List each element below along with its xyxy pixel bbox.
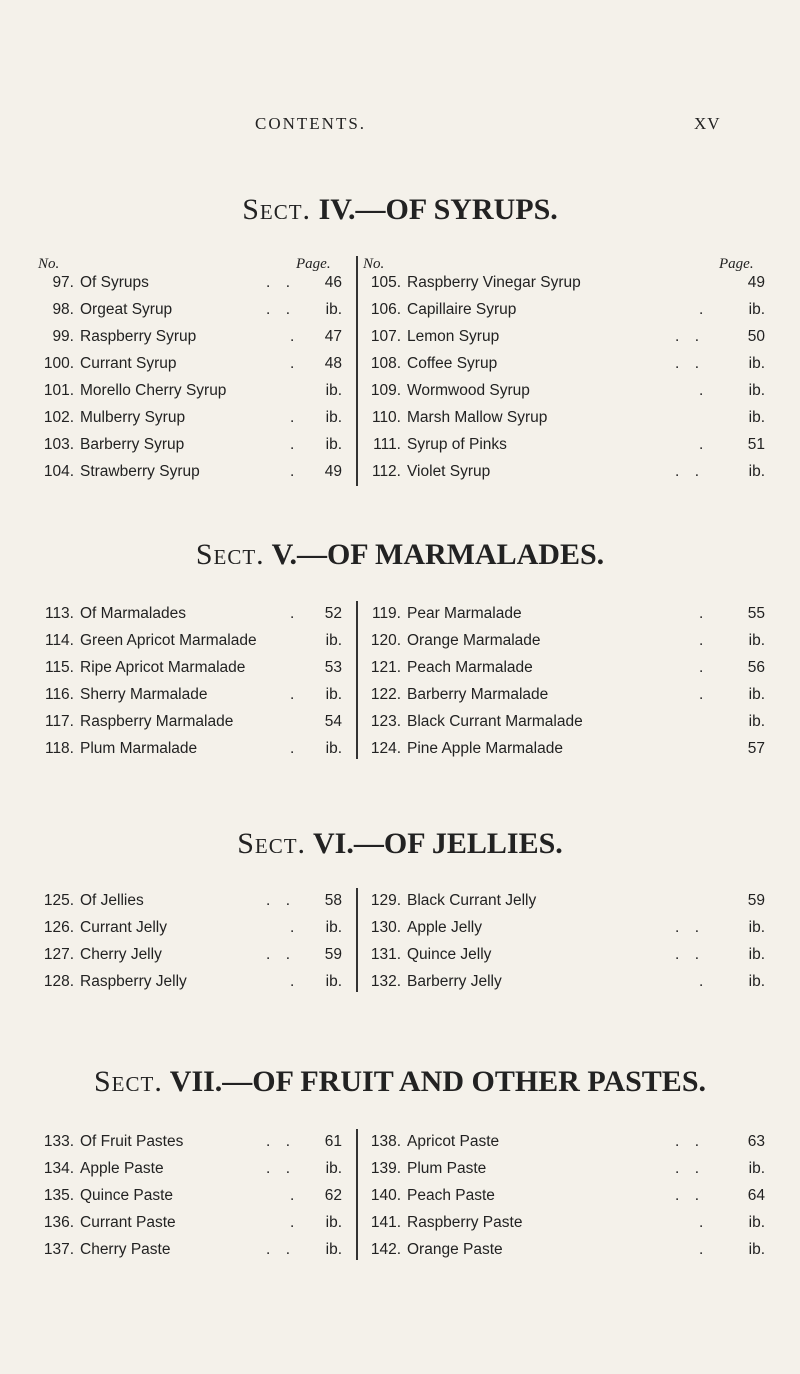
entry-number: 101. [43, 382, 74, 399]
toc-section-vii [0, 1133, 800, 1268]
entry-number: 142. [370, 1241, 401, 1258]
entry-page: ib. [748, 355, 765, 372]
toc-entry [363, 1214, 763, 1241]
entry-page: ib. [748, 1241, 765, 1258]
entry-page: ib. [325, 686, 342, 703]
toc-entry [363, 632, 763, 659]
toc-entry [36, 1241, 342, 1268]
toc-entry [36, 1160, 342, 1187]
entry-page: 56 [747, 659, 765, 676]
entry-number: 126. [43, 919, 74, 936]
toc-section-iv [0, 256, 800, 490]
toc-entry [363, 409, 763, 436]
entry-number: 97. [52, 274, 74, 291]
leader-dots: . . [266, 1160, 291, 1177]
leader-dots: . . [675, 463, 700, 480]
entry-page: 49 [747, 274, 765, 291]
toc-section-v [0, 605, 800, 767]
column-divider [356, 1129, 358, 1260]
entry-title: Sherry Marmalade [80, 686, 208, 703]
toc-entry [36, 740, 342, 767]
toc-entry [363, 382, 763, 409]
entry-page: ib. [325, 382, 342, 399]
entry-number: 135. [43, 1187, 74, 1204]
entry-page: 46 [324, 274, 342, 291]
entry-page: 61 [324, 1133, 342, 1150]
column-divider [356, 888, 358, 992]
entry-page: ib. [325, 1214, 342, 1231]
leader-dots: . . [675, 946, 700, 963]
entry-title: Peach Marmalade [407, 659, 533, 676]
entry-page: ib. [748, 713, 765, 730]
section-title: IV.—OF SYRUPS. [318, 193, 558, 226]
entry-title: Capillaire Syrup [407, 301, 517, 318]
leader-dots: . . [675, 1187, 700, 1204]
entry-title: Barberry Jelly [407, 973, 502, 990]
entry-title: Violet Syrup [407, 463, 491, 480]
leader-dots: . [699, 1214, 704, 1231]
entry-page: ib. [325, 301, 342, 318]
entry-title: Currant Paste [80, 1214, 176, 1231]
section-title: VI.—OF JELLIES. [313, 827, 563, 860]
leader-dots: . [699, 301, 704, 318]
entry-page: 59 [747, 892, 765, 909]
entry-title: Wormwood Syrup [407, 382, 530, 399]
entry-title: Raspberry Vinegar Syrup [407, 274, 581, 291]
entry-title: Of Jellies [80, 892, 144, 909]
entry-title: Orange Paste [407, 1241, 503, 1258]
leader-dots: . [290, 409, 295, 426]
entry-title: Pear Marmalade [407, 605, 522, 622]
entry-number: 124. [370, 740, 401, 757]
entry-number: 134. [43, 1160, 74, 1177]
entry-page: 48 [324, 355, 342, 372]
entry-page: ib. [748, 1214, 765, 1231]
entry-number: 123. [370, 713, 401, 730]
toc-entry [363, 436, 763, 463]
entry-page: 55 [747, 605, 765, 622]
toc-entry [36, 409, 342, 436]
running-header [0, 114, 800, 134]
entry-number: 118. [44, 740, 74, 757]
entry-number: 108. [370, 355, 401, 372]
toc-entry [36, 713, 342, 740]
entry-title: Quince Paste [80, 1187, 174, 1204]
entry-page: ib. [748, 463, 765, 480]
toc-entry [36, 463, 342, 490]
entry-title: Raspberry Syrup [80, 328, 197, 345]
toc-column-right [363, 892, 763, 1000]
entry-title: Of Marmalades [80, 605, 186, 622]
toc-entry [363, 892, 763, 919]
section-title: V.—OF MARMALADES. [271, 538, 605, 571]
toc-column-left [36, 256, 342, 490]
entry-title: Cherry Jelly [80, 946, 162, 963]
entry-number: 104. [43, 463, 74, 480]
entry-title: Orgeat Syrup [80, 301, 173, 318]
leader-dots: . [290, 1214, 295, 1231]
entry-page: 59 [324, 946, 342, 963]
leader-dots: . [699, 659, 704, 676]
leader-dots: . [699, 686, 704, 703]
leader-dots: . . [675, 919, 700, 936]
entry-page: 50 [747, 328, 765, 345]
toc-column-right [363, 605, 763, 767]
entry-page: ib. [748, 409, 765, 426]
entry-title: Raspberry Jelly [80, 973, 187, 990]
entry-page: ib. [325, 973, 342, 990]
entry-title: Marsh Mallow Syrup [407, 409, 548, 426]
entry-page: ib. [325, 409, 342, 426]
sect-label: Sect. [242, 193, 312, 226]
leader-dots: . . [266, 1241, 291, 1258]
toc-column-left [36, 892, 342, 1000]
toc-entry [363, 463, 763, 490]
leader-dots: . [699, 973, 704, 990]
toc-entry [363, 740, 763, 767]
entry-number: 139. [370, 1160, 401, 1177]
leader-dots: . [290, 686, 295, 703]
toc-entry [36, 355, 342, 382]
entry-page: 51 [747, 436, 765, 453]
entry-number: 112. [371, 463, 401, 480]
leader-dots: . [699, 382, 704, 399]
entry-number: 131. [370, 946, 401, 963]
entry-number: 100. [43, 355, 74, 372]
entry-number: 125. [43, 892, 74, 909]
entry-number: 128. [43, 973, 74, 990]
entry-page: ib. [748, 301, 765, 318]
entry-number: 129. [370, 892, 401, 909]
toc-entry [36, 382, 342, 409]
entry-number: 136. [43, 1214, 74, 1231]
leader-dots: . [290, 919, 295, 936]
toc-entry [363, 328, 763, 355]
entry-number: 133. [43, 1133, 74, 1150]
leader-dots: . . [675, 355, 700, 372]
toc-entry [36, 605, 342, 632]
column-divider [356, 256, 358, 486]
column-labels [363, 256, 763, 274]
entry-number: 106. [370, 301, 401, 318]
entry-number: 105. [370, 274, 401, 291]
leader-dots: . [290, 605, 295, 622]
entry-title: Currant Jelly [80, 919, 167, 936]
entry-page: 64 [747, 1187, 765, 1204]
leader-dots: . . [266, 301, 291, 318]
entry-number: 114. [44, 632, 74, 649]
section-heading-v [0, 538, 800, 572]
entry-title: Barberry Marmalade [407, 686, 549, 703]
toc-entry [36, 973, 342, 1000]
toc-entry [363, 1160, 763, 1187]
section-heading-iv [0, 193, 800, 227]
entry-title: Coffee Syrup [407, 355, 498, 372]
entry-page: ib. [748, 946, 765, 963]
entry-number: 119. [371, 605, 401, 622]
toc-column-right [363, 1133, 763, 1268]
running-title: CONTENTS. [255, 114, 367, 133]
entry-page: 54 [324, 713, 342, 730]
entry-number: 99. [52, 328, 74, 345]
leader-dots: . [290, 463, 295, 480]
entry-title: Raspberry Paste [407, 1214, 523, 1231]
entry-number: 122. [370, 686, 401, 703]
entry-title: Orange Marmalade [407, 632, 541, 649]
toc-entry [363, 973, 763, 1000]
entry-number: 117. [44, 713, 74, 730]
entry-number: 107. [370, 328, 401, 345]
entry-number: 116. [44, 686, 74, 703]
toc-entry [363, 1187, 763, 1214]
toc-entry [36, 946, 342, 973]
leader-dots: . . [266, 892, 291, 909]
entry-title: Currant Syrup [80, 355, 177, 372]
leader-dots: . [699, 632, 704, 649]
sect-label: Sect. [237, 827, 307, 860]
entry-page: ib. [748, 973, 765, 990]
entry-number: 138. [370, 1133, 401, 1150]
column-divider [356, 601, 358, 759]
entry-number: 109. [370, 382, 401, 399]
leader-dots: . . [266, 274, 291, 291]
toc-entry [363, 686, 763, 713]
entry-number: 120. [370, 632, 401, 649]
entry-number: 130. [370, 919, 401, 936]
no-label: No. [38, 256, 60, 272]
entry-page: 53 [324, 659, 342, 676]
entry-page: ib. [748, 632, 765, 649]
leader-dots: . [290, 973, 295, 990]
entry-title: Plum Marmalade [80, 740, 198, 757]
leader-dots: . [290, 436, 295, 453]
toc-entry [36, 436, 342, 463]
entry-page: ib. [748, 382, 765, 399]
entry-page: 49 [324, 463, 342, 480]
entry-title: Syrup of Pinks [407, 436, 507, 453]
leader-dots: . [290, 355, 295, 372]
leader-dots: . . [266, 946, 291, 963]
entry-title: Ripe Apricot Marmalade [80, 659, 246, 676]
toc-entry [36, 328, 342, 355]
toc-entry [363, 1133, 763, 1160]
entry-title: Plum Paste [407, 1160, 487, 1177]
entry-title: Morello Cherry Syrup [80, 382, 227, 399]
section-heading-vi [0, 827, 800, 861]
leader-dots: . [699, 1241, 704, 1258]
entry-page: 52 [324, 605, 342, 622]
entry-number: 102. [43, 409, 74, 426]
toc-entry [363, 659, 763, 686]
toc-entry [363, 713, 763, 740]
entry-page: 47 [324, 328, 342, 345]
entry-page: 58 [324, 892, 342, 909]
toc-entry [36, 632, 342, 659]
entry-title: Lemon Syrup [407, 328, 500, 345]
toc-entry [363, 946, 763, 973]
toc-entry [363, 1241, 763, 1268]
entry-number: 121. [370, 659, 401, 676]
toc-entry [36, 1214, 342, 1241]
entry-title: Pine Apple Marmalade [407, 740, 563, 757]
entry-title: Green Apricot Marmalade [80, 632, 257, 649]
toc-entry [363, 274, 763, 301]
entry-page: ib. [325, 632, 342, 649]
column-labels [36, 256, 336, 274]
entry-title: Apple Jelly [407, 919, 482, 936]
toc-entry [36, 301, 342, 328]
toc-entry [363, 355, 763, 382]
entry-page: ib. [325, 1160, 342, 1177]
toc-entry [36, 274, 342, 301]
leader-dots: . . [266, 1133, 291, 1150]
entry-title: Of Syrups [80, 274, 149, 291]
entry-number: 113. [44, 605, 74, 622]
toc-section-vi [0, 892, 800, 1000]
entry-title: Black Currant Jelly [407, 892, 537, 909]
leader-dots: . . [675, 328, 700, 345]
entry-title: Peach Paste [407, 1187, 495, 1204]
toc-column-right [363, 256, 763, 490]
sect-label: Sect. [93, 1065, 163, 1098]
page-label: Page. [296, 256, 331, 272]
leader-dots: . . [675, 1133, 700, 1150]
entry-title: Of Fruit Pastes [80, 1133, 184, 1150]
leader-dots: . [290, 1187, 295, 1204]
page-label: Page. [719, 256, 754, 272]
leader-dots: . [290, 328, 295, 345]
sect-label: Sect. [195, 538, 265, 571]
entry-title: Apricot Paste [407, 1133, 500, 1150]
section-heading-vii [0, 1065, 800, 1099]
entry-title: Apple Paste [80, 1160, 164, 1177]
toc-entry [36, 919, 342, 946]
entry-number: 137. [43, 1241, 74, 1258]
entry-title: Quince Jelly [407, 946, 492, 963]
entry-number: 98. [52, 301, 74, 318]
entry-page: 63 [747, 1133, 765, 1150]
leader-dots: . [290, 740, 295, 757]
toc-entry [36, 1187, 342, 1214]
entry-number: 110. [371, 409, 401, 426]
entry-page: ib. [325, 740, 342, 757]
entry-title: Raspberry Marmalade [80, 713, 234, 730]
toc-entry [36, 1133, 342, 1160]
entry-number: 103. [43, 436, 74, 453]
page-number: XV [694, 114, 721, 133]
entry-title: Cherry Paste [80, 1241, 171, 1258]
entry-number: 140. [370, 1187, 401, 1204]
toc-entry [363, 605, 763, 632]
entry-page: ib. [325, 1241, 342, 1258]
entry-title: Mulberry Syrup [80, 409, 186, 426]
entry-number: 111. [373, 436, 401, 453]
entry-page: ib. [325, 436, 342, 453]
toc-entry [36, 892, 342, 919]
leader-dots: . . [675, 1160, 700, 1177]
toc-column-left [36, 1133, 342, 1268]
toc-entry [36, 686, 342, 713]
entry-title: Barberry Syrup [80, 436, 185, 453]
leader-dots: . [699, 436, 704, 453]
entry-page: 57 [747, 740, 765, 757]
section-title: VII.—OF FRUIT AND OTHER PASTES. [169, 1065, 707, 1098]
entry-title: Black Currant Marmalade [407, 713, 583, 730]
entry-number: 141. [370, 1214, 401, 1231]
entry-page: 62 [324, 1187, 342, 1204]
leader-dots: . [699, 605, 704, 622]
no-label: No. [363, 256, 385, 272]
entry-page: ib. [325, 919, 342, 936]
toc-entry [363, 919, 763, 946]
entry-number: 115. [44, 659, 74, 676]
entry-page: ib. [748, 686, 765, 703]
toc-entry [36, 659, 342, 686]
entry-number: 127. [43, 946, 74, 963]
entry-title: Strawberry Syrup [80, 463, 200, 480]
entry-page: ib. [748, 1160, 765, 1177]
toc-entry [363, 301, 763, 328]
toc-column-left [36, 605, 342, 767]
entry-number: 132. [370, 973, 401, 990]
entry-page: ib. [748, 919, 765, 936]
